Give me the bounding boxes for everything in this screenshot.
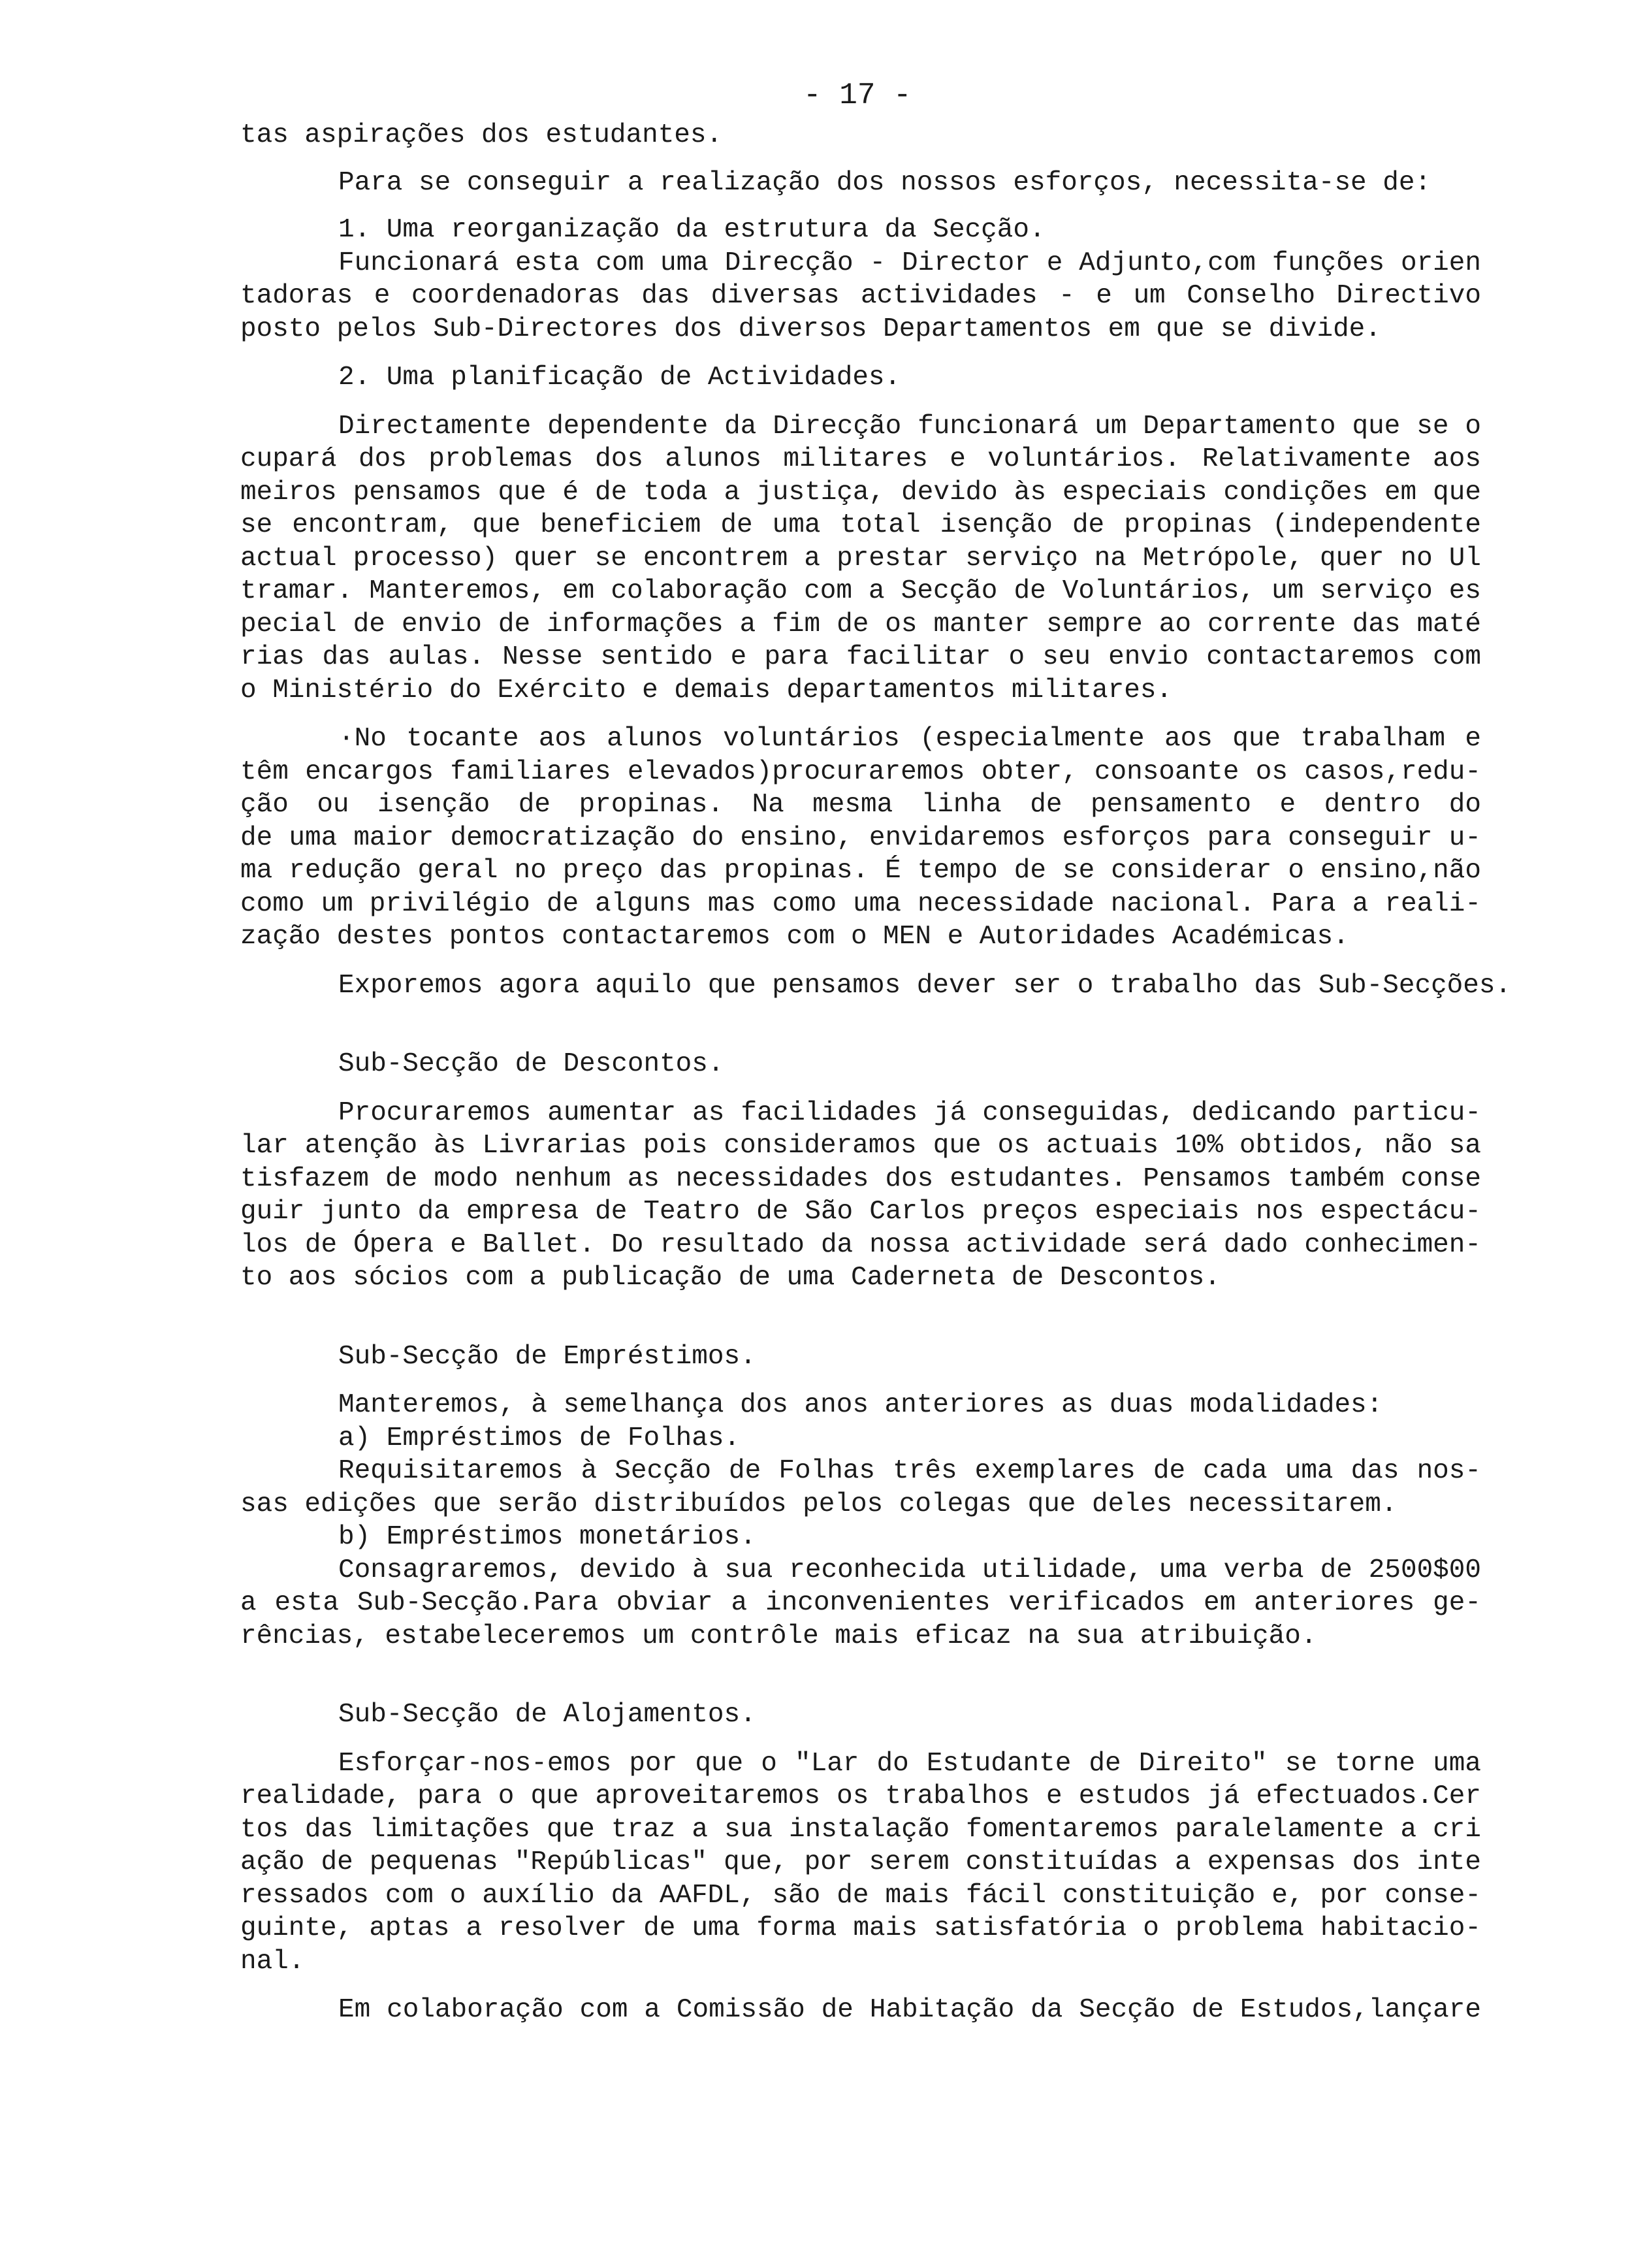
text-line: pecial de envio de informações a fim de os manter sempre ao corrente das maté [240, 609, 1481, 640]
text-line: guir junto da empresa de Teatro de São Carlos preços especiais nos espectácu- [240, 1197, 1481, 1227]
text-line: nal. [240, 1946, 305, 1977]
text-line: tadoras e coordenadoras das diversas actividades - e um Conselho Directivo [240, 281, 1481, 311]
text-line: Sub-Secção de Descontos. [338, 1049, 724, 1079]
text-line: Funcionará esta com uma Direcção - Director e Adjunto,com funções orien [338, 248, 1481, 278]
text-line: tas aspirações dos estudantes. [240, 120, 723, 150]
text-line: Para se conseguir a realização dos nossos esforços, necessita-se de: [338, 167, 1431, 198]
text-line: lar atenção às Livrarias pois consideramos que os actuais 10% obtidos, não sa [240, 1131, 1481, 1161]
text-line: Sub-Secção de Alojamentos. [338, 1700, 756, 1730]
text-line: Manteremos, à semelhança dos anos anteriores as duas modalidades: [338, 1390, 1383, 1420]
text-line: a) Empréstimos de Folhas. [338, 1423, 741, 1453]
text-line: b) Empréstimos monetários. [338, 1522, 756, 1552]
text-line: ação de pequenas "Repúblicas" que, por serem constituídas a expensas dos inte [240, 1847, 1481, 1877]
text-line: los de Ópera e Ballet. Do resultado da nossa actividade será dado conhecimen- [240, 1229, 1481, 1260]
text-line: tramar. Manteremos, em colaboração com a Secção de Voluntários, um serviço es [240, 576, 1481, 606]
text-line: actual processo) quer se encontrem a prestar serviço na Metrópole, quer no Ul [240, 543, 1481, 574]
text-line: ressados com o auxílio da AAFDL, são de mais fácil constituição e, por conse- [240, 1880, 1481, 1911]
text-line: tisfazem de modo nenhum as necessidades dos estudantes. Pensamos também conse [240, 1163, 1481, 1194]
text-line: 2. Uma planificação de Actividades. [338, 363, 901, 393]
text-line: tos das limitações que traz a sua instalação fomentaremos paralelamente a cri [240, 1814, 1481, 1845]
text-line: rências, estabeleceremos um contrôle mais eficaz na sua atribuição. [240, 1621, 1317, 1651]
text-line: 1. Uma reorganização da estrutura da Secção. [338, 215, 1046, 245]
text-line: rias das aulas. Nesse sentido e para facilitar o seu envio contactaremos com [240, 642, 1481, 672]
text-line: como um privilégio de alguns mas como uma necessidade nacional. Para a reali- [240, 888, 1481, 919]
text-line: têm encargos familiares elevados)procuraremos obter, consoante os casos,redu- [240, 756, 1481, 787]
text-line: Sub-Secção de Empréstimos. [338, 1341, 756, 1372]
text-line: Em colaboração com a Comissão de Habitação da Secção de Estudos,lançare [338, 1995, 1481, 2025]
text-line: posto pelos Sub-Directores dos diversos Departamentos em que se divide. [240, 314, 1381, 344]
text-line: ção ou isenção de propinas. Na mesma linha de pensamento e dentro do [240, 790, 1481, 820]
text-line: sas edições que serão distribuídos pelos colegas que deles necessitarem. [240, 1489, 1398, 1519]
document-body [240, 119, 1512, 2027]
text-line: Exporemos agora aquilo que pensamos dever ser o trabalho das Sub-Secções. [338, 970, 1512, 1001]
text-line: Esforçar-nos-emos por que o "Lar do Estudante de Direito" se torne uma [338, 1748, 1481, 1779]
text-line: guinte, aptas a resolver de uma forma mais satisfatória o problema habitacio- [240, 1913, 1481, 1943]
text-line: Directamente dependente da Direcção funcionará um Departamento que se o [338, 411, 1481, 442]
text-line: realidade, para o que aproveitaremos os trabalhos e estudos já efectuados.Cer [240, 1781, 1481, 1811]
text-line: to aos sócios com a publicação de uma Caderneta de Descontos. [240, 1263, 1221, 1293]
text-line: Consagraremos, devido à sua reconhecida utilidade, uma verba de 2500$00 [338, 1555, 1481, 1585]
text-line: se encontram, que beneficiem de uma total isenção de propinas (independente [240, 510, 1481, 540]
page-number: - 17 - [803, 78, 912, 112]
text-line: ma redução geral no preço das propinas. É tempo de se considerar o ensino,não [240, 856, 1481, 886]
text-line: Requisitaremos à Secção de Folhas três exemplares de cada uma das nos- [338, 1456, 1481, 1486]
text-line: o Ministério do Exército e demais departamentos militares. [240, 675, 1173, 705]
text-line: de uma maior democratização do ensino, envidaremos esforços para conseguir u- [240, 822, 1481, 853]
text-line: ·No tocante aos alunos voluntários (especialmente aos que trabalham e [338, 724, 1481, 754]
text-line: meiros pensamos que é de toda a justiça, devido às especiais condições em que [240, 477, 1481, 508]
text-line: Procuraremos aumentar as facilidades já conseguidas, dedicando particu- [338, 1097, 1481, 1128]
text-line: zação destes pontos contactaremos com o MEN e Autoridades Académicas. [240, 922, 1349, 952]
text-line: a esta Sub-Secção.Para obviar a inconvenientes verificados em anteriores ge- [240, 1588, 1481, 1618]
text-line: cupará dos problemas dos alunos militares e voluntários. Relativamente aos [240, 444, 1481, 474]
